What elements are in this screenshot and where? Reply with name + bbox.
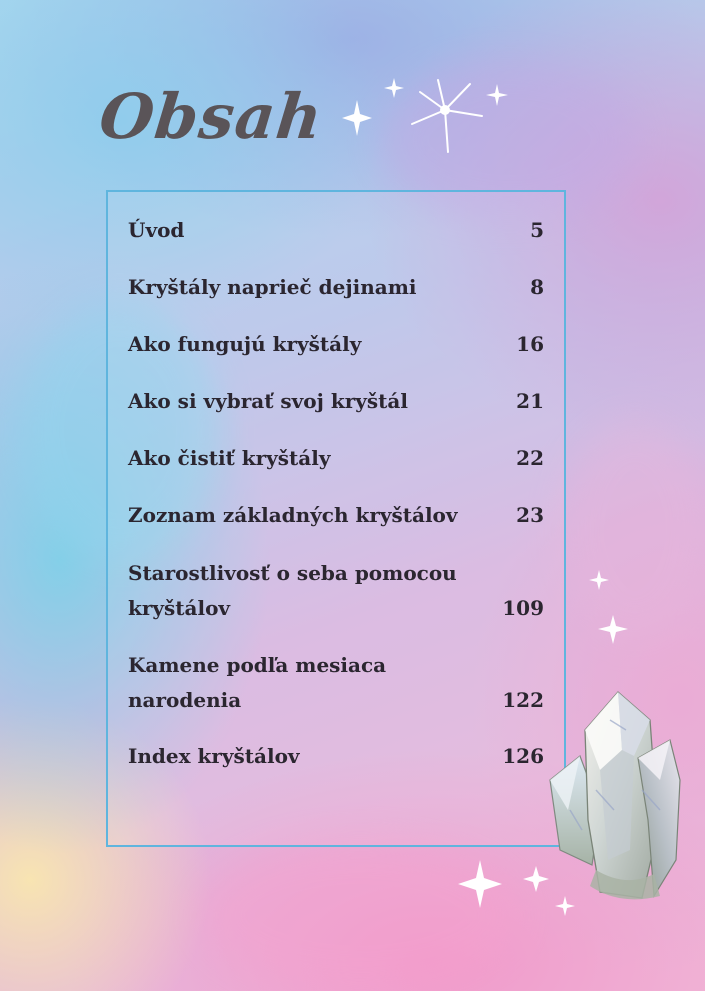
sparkle-icon bbox=[342, 100, 372, 136]
toc-entry-page: 126 bbox=[502, 744, 544, 768]
toc-entry-page: 22 bbox=[516, 446, 544, 470]
toc-entry-title: Starostlivosť o seba pomocou kryštálov bbox=[128, 561, 457, 620]
toc-entry-page: 5 bbox=[530, 218, 544, 242]
watercolor-wash bbox=[200, 840, 520, 990]
toc-entry[interactable] bbox=[128, 441, 544, 476]
toc-entry[interactable] bbox=[128, 384, 544, 419]
toc-entry-page: 122 bbox=[502, 688, 544, 712]
toc-entry-title: Kryštály naprieč dejinami bbox=[128, 275, 417, 299]
toc-entry-page: 21 bbox=[516, 389, 544, 413]
toc-entry-title: Kamene podľa mesiaca narodenia bbox=[128, 653, 387, 712]
watercolor-wash bbox=[560, 420, 705, 640]
toc-entry-title: Ako si vybrať svoj kryštál bbox=[128, 389, 408, 413]
toc-entry[interactable] bbox=[128, 648, 544, 718]
toc-entry-title: Index kryštálov bbox=[128, 744, 300, 768]
toc-entry-title: Ako čistiť kryštály bbox=[128, 446, 331, 470]
table-of-contents-frame bbox=[106, 190, 566, 847]
toc-entry-page: 8 bbox=[530, 275, 544, 299]
toc-entry[interactable] bbox=[128, 498, 544, 533]
toc-entry-page: 23 bbox=[516, 503, 544, 527]
toc-entry-page: 109 bbox=[502, 596, 544, 620]
toc-entry-title: Úvod bbox=[128, 218, 185, 242]
toc-entry[interactable] bbox=[128, 327, 544, 362]
toc-entry-title: Zoznam základných kryštálov bbox=[128, 503, 458, 527]
toc-entry-page: 16 bbox=[516, 332, 544, 356]
toc-entry[interactable] bbox=[128, 556, 544, 626]
toc-entry[interactable] bbox=[128, 270, 544, 305]
toc-entry-title: Ako fungujú kryštály bbox=[128, 332, 362, 356]
toc-entry[interactable] bbox=[128, 739, 544, 774]
quartz-crystal-icon bbox=[550, 692, 680, 899]
page-title: Obsah bbox=[96, 80, 327, 153]
crystal-cluster-illustration bbox=[530, 660, 705, 910]
toc-entry[interactable] bbox=[128, 213, 544, 248]
